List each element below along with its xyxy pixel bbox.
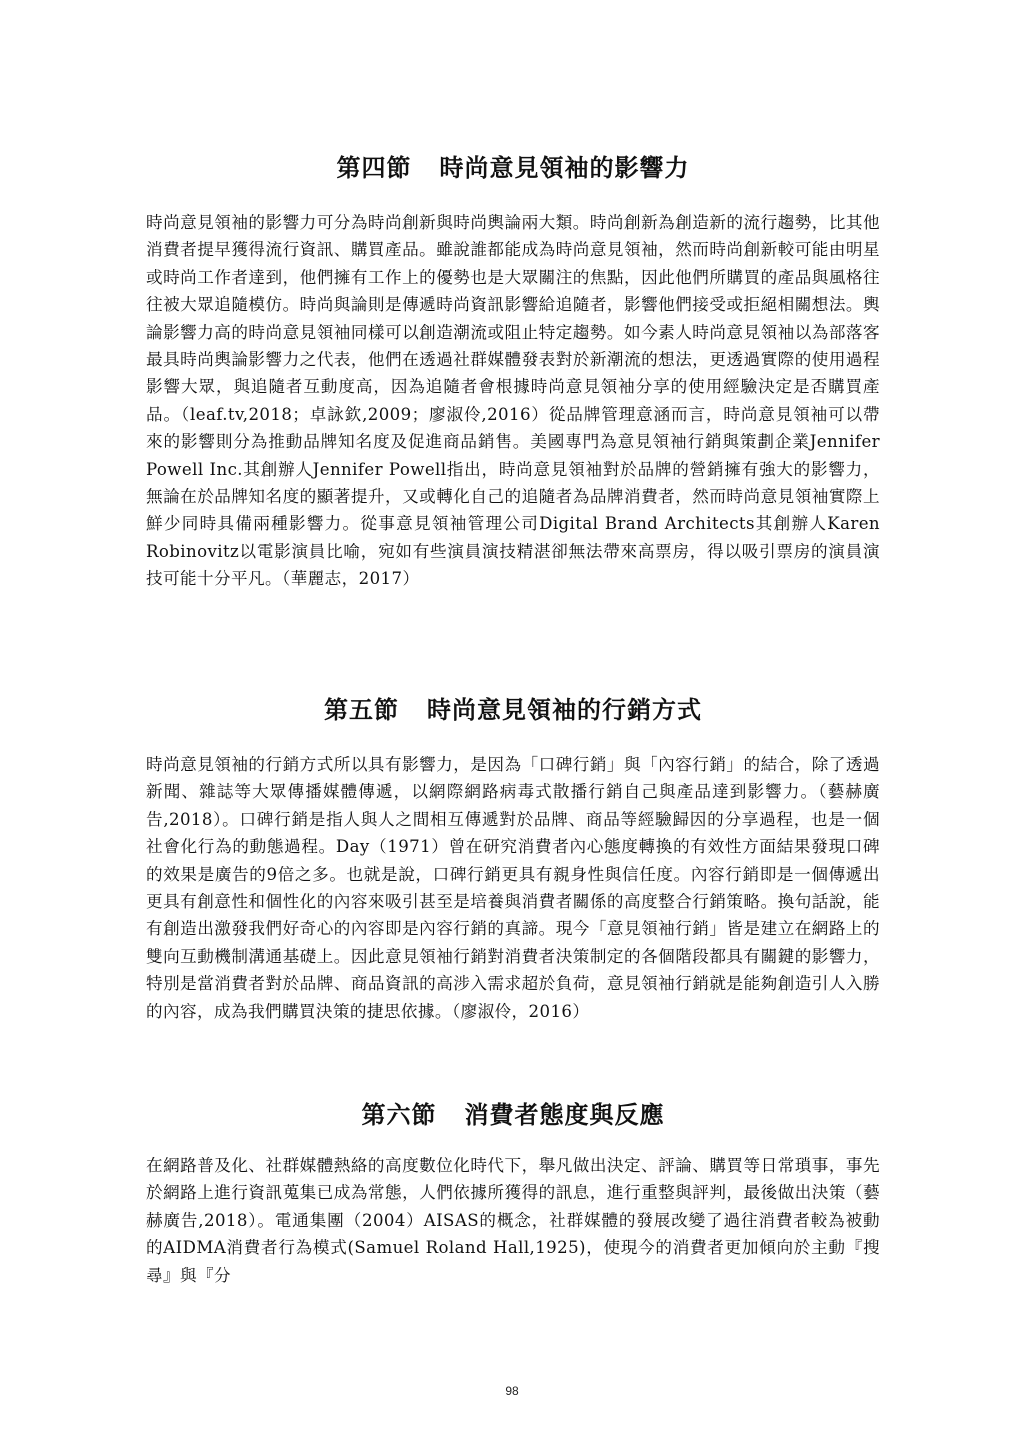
section-heading [146,690,880,725]
section-title: 時尚意見領袖的行銷方式 [427,696,702,724]
section-title: 消費者態度與反應 [464,1101,665,1129]
section-heading [146,1095,880,1130]
section-title: 時尚意見領袖的影響力 [439,154,690,182]
section-body: 在網路普及化、社群媒體熱絡的高度數位化時代下，舉凡做出決定、評論、購買等日常瑣事，事先於網路上進行資訊蒐集已成為常態，人們依據所獲得的訊息，進行重整與評判，最後做出決策（藝赫廣告,2018）。電通集團（2004）AISAS的概念，社群媒體的發展改變了過往消費者較為被動的AIDMA消費者行為模式(Samuel Roland Hall,1925)，使現今的消費者更加傾向於主動『搜尋』與『分 [146,1156,880,1285]
page-number: 98 [505,1384,519,1398]
section-number: 第四節 [336,154,412,182]
section-6 [146,1095,880,1306]
section-number: 第五節 [324,696,399,724]
section-number: 第六節 [361,1101,437,1129]
section-body: 時尚意見領袖的影響力可分為時尚創新與時尚輿論兩大類。時尚創新為創造新的流行趨勢，比其他消費者提早獲得流行資訊、購買產品。雖說誰都能成為時尚意見領袖，然而時尚創新較可能由明星或時尚工作者達到，他們擁有工作上的優勢也是大眾關注的焦點，因此他們所購買的產品與風格往往被大眾追隨模仿。時尚與論則是傳遞時尚資訊影響給追隨者，影響他們接受或拒絕相關想法。輿論影響力高的時尚意見領袖同樣可以創造潮流或阻止特定趨勢。如今素人時尚意見領袖以為部落客最具時尚輿論影響力之代表，他們在透過社群媒體發表對於新潮流的想法，更透過實際的使用過程影響大眾，與追隨者互動度高，因為追隨者會根據時尚意見領袖分享的使用經驗決定是否購買產品。（leaf.tv,2018；卓詠欽,2009；廖淑伶,2016）從品牌管理意涵而言，時尚意見領袖可以帶來的影響則分為推動品牌知名度及促進商品銷售。美國專門為意見領袖行銷與策劃企業Jennifer Powell Inc.其創辦人Jennifer Powell指出，時尚意見領袖對於品牌的營銷擁有強大的影響力，無論在於品牌知名度的顯著提升，又或轉化自己的追隨者為品牌消費者，然而時尚意見領袖實際上鮮少同時具備兩種影響力。從事意見領袖管理公司Digital Brand Architects其創辦人Karen Robinovitz以電影演員比喻，宛如有些演員演技精湛卻無法帶來高票房，得以吸引票房的演員演技可能十分平凡。（華麗志，2017） [146,213,880,589]
section-5 [146,690,880,1042]
section-4 [146,148,880,609]
section-heading [146,148,880,183]
section-body: 時尚意見領袖的行銷方式所以具有影響力，是因為「口碑行銷」與「內容行銷」的結合，除了透過新聞、雜誌等大眾傳播媒體傳遞，以網際網路病毒式散播行銷自己與產品達到影響力。（藝赫廣告,2018）。口碑行銷是指人與人之間相互傳遞對於品牌、商品等經驗歸因的分享過程，也是一個社會化行為的動態過程。Day（1971）曾在研究消費者內心態度轉換的有效性方面結果發現口碑的效果是廣告的9倍之多。也就是說，口碑行銷更具有親身性與信任度。內容行銷即是一個傳遞出更具有創意性和個性化的內容來吸引甚至是培養與消費者關係的高度整合行銷策略。換句話說，能有創造出激發我們好奇心的內容即是內容行銷的真諦。現今「意見領袖行銷」皆是建立在網路上的雙向互動機制溝通基礎上。因此意見領袖行銷對消費者決策制定的各個階段都具有關鍵的影響力，特別是當消費者對於品牌、商品資訊的高涉入需求超於負荷，意見領袖行銷就是能夠創造引人入勝的內容，成為我們購買決策的捷思依據。（廖淑伶，2016） [146,755,880,1021]
